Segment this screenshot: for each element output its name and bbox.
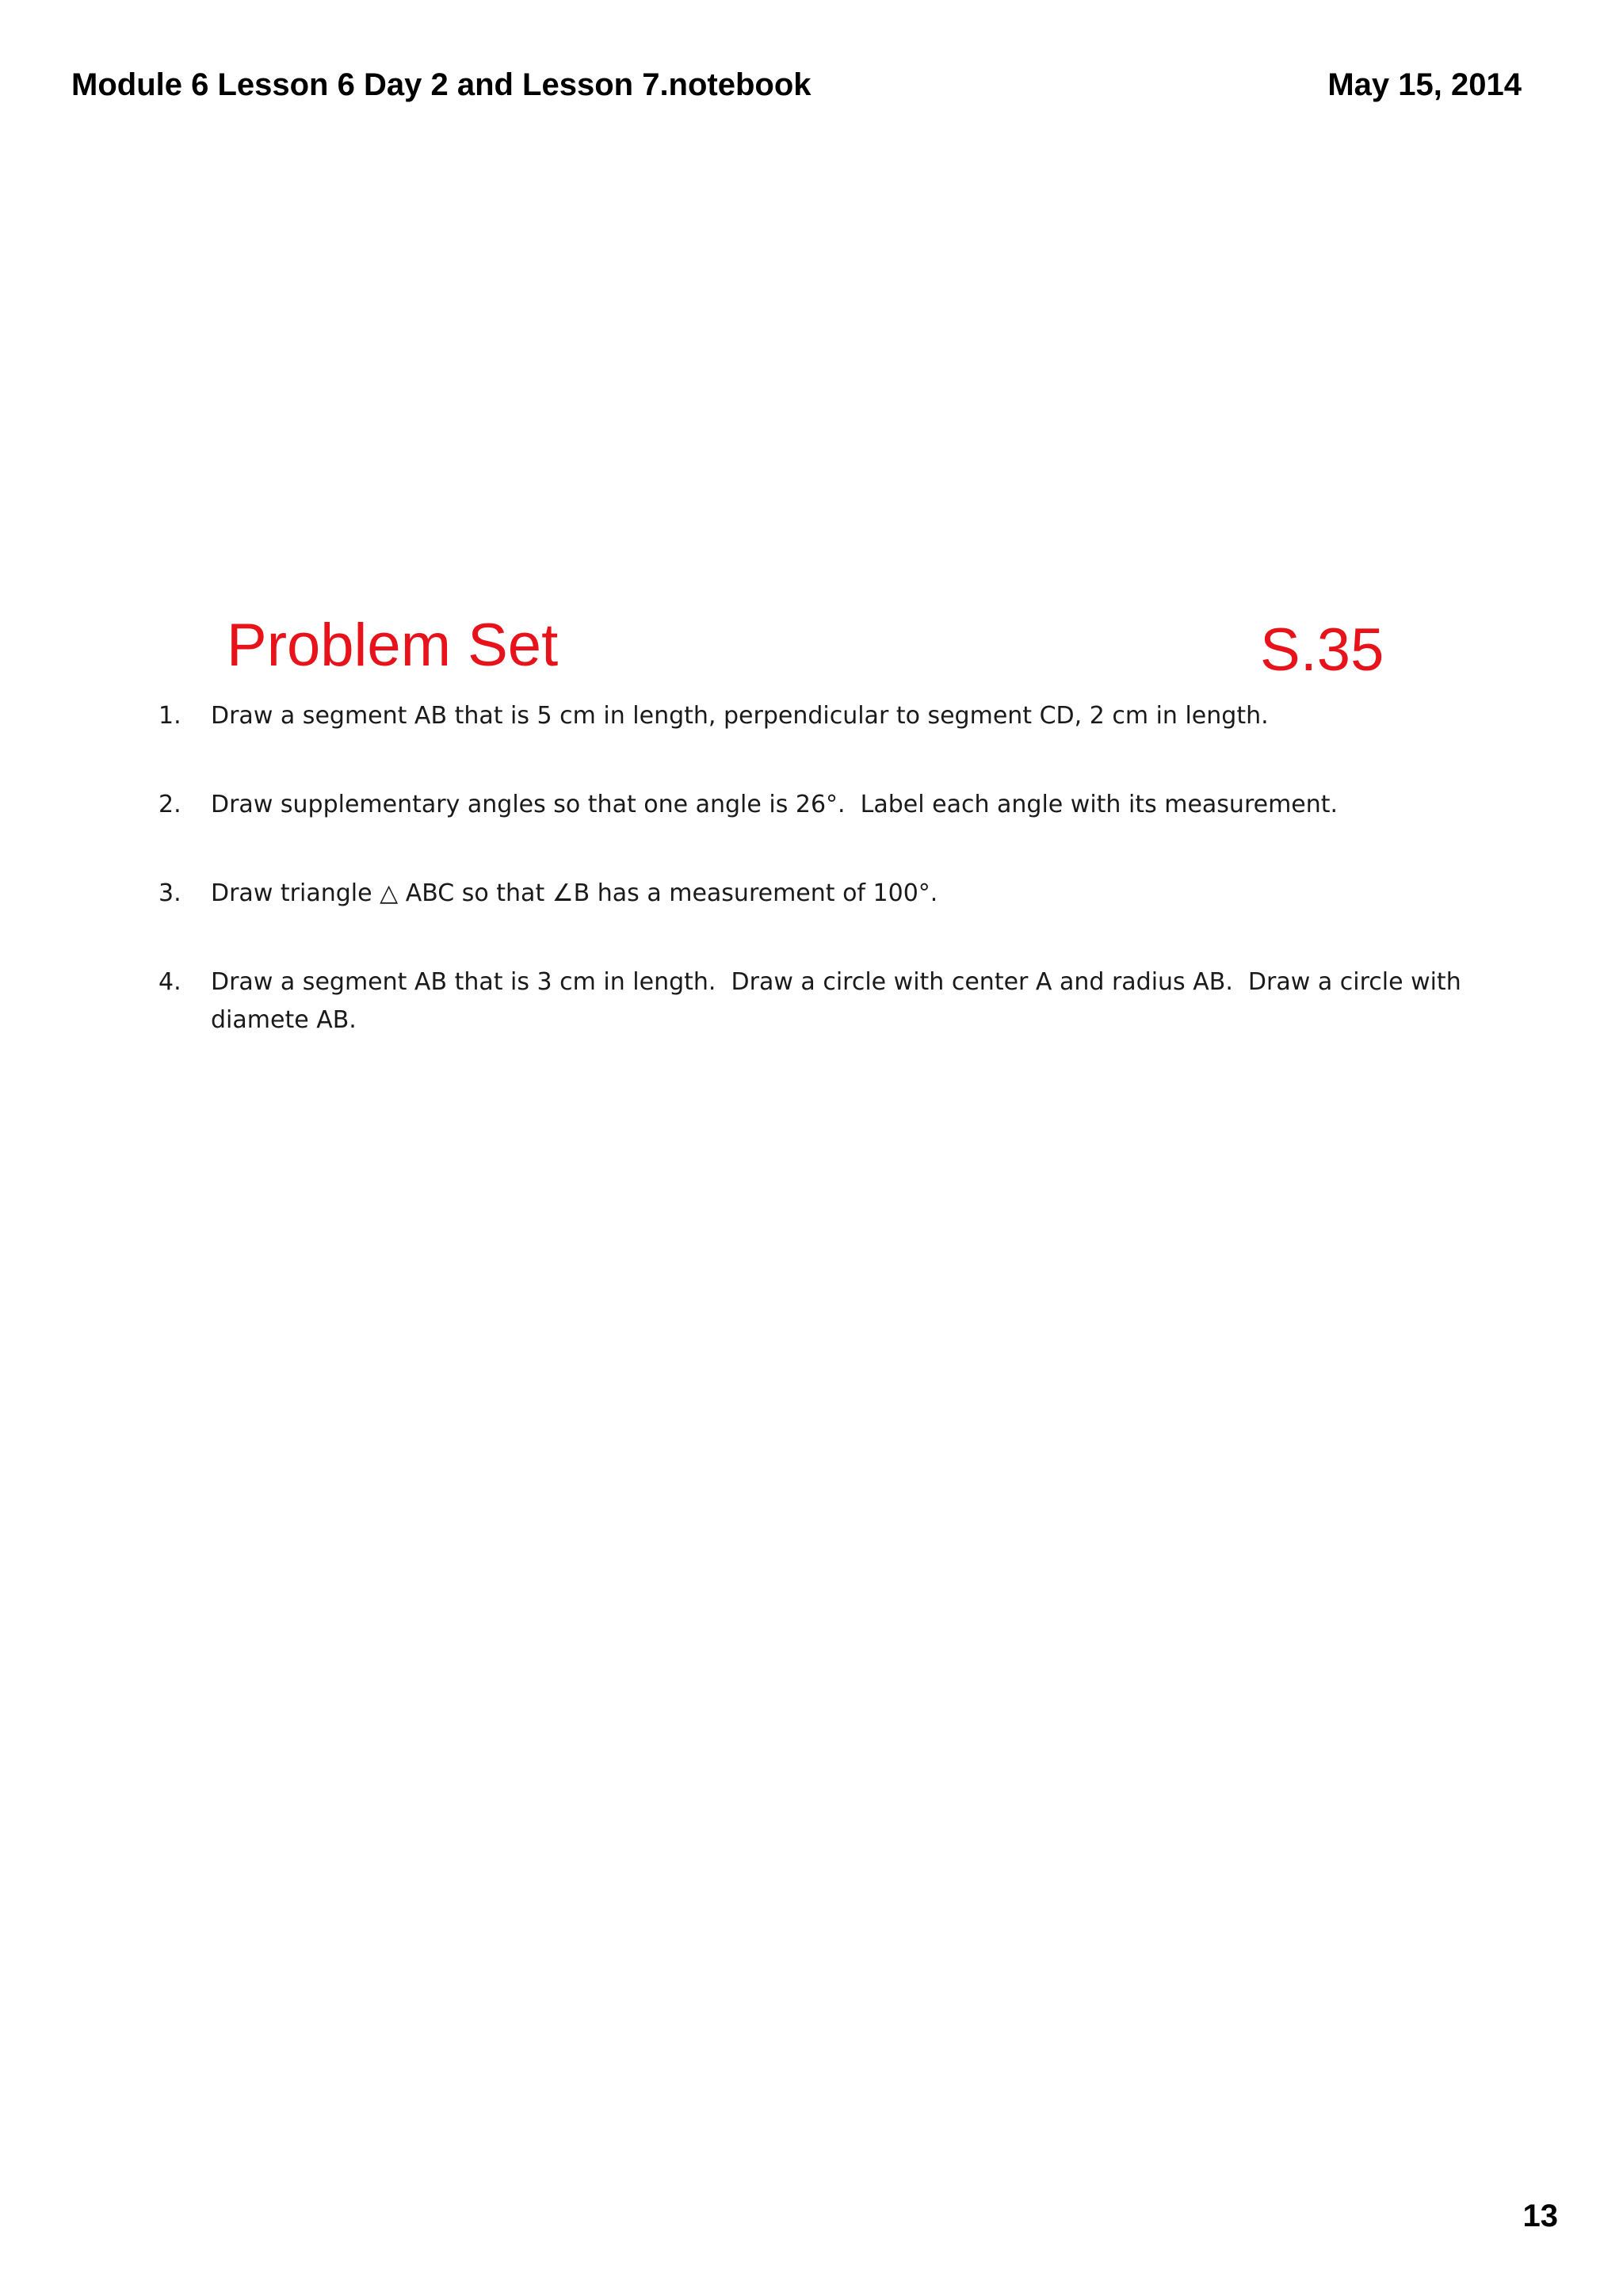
problem-list	[158, 697, 1529, 1039]
problem-number: 3.	[158, 879, 181, 907]
problem-set-heading: Problem Set	[227, 612, 559, 679]
problem-text: Draw supplementary angles so that one angle is 26°. Label each angle with its measurement.	[211, 791, 1338, 818]
problem-item	[158, 963, 1529, 1039]
problem-text: Draw triangle △ ABC so that ∠B has a measurement of 100°.	[211, 879, 938, 907]
page-header	[71, 63, 1522, 111]
problem-item	[158, 875, 1529, 913]
problem-text: Draw a segment AB that is 3 cm in length. Draw a circle with center A and radius AB. Draw a circle with diamete AB.	[211, 968, 1469, 1034]
problem-text: Draw a segment AB that is 5 cm in length, perpendicular to segment CD, 2 cm in length.	[211, 702, 1269, 730]
section-code: S.35	[1260, 616, 1384, 684]
notebook-date: May 15, 2014	[1327, 67, 1522, 102]
problem-number: 4.	[158, 968, 181, 996]
problem-set-slide	[158, 594, 1529, 1054]
problem-item	[158, 697, 1529, 735]
problem-number: 2.	[158, 791, 181, 818]
page-number: 13	[1522, 2199, 1558, 2233]
problem-number: 1.	[158, 702, 181, 730]
problem-item	[158, 786, 1529, 824]
notebook-title: Module 6 Lesson 6 Day 2 and Lesson 7.notebook	[71, 67, 812, 102]
